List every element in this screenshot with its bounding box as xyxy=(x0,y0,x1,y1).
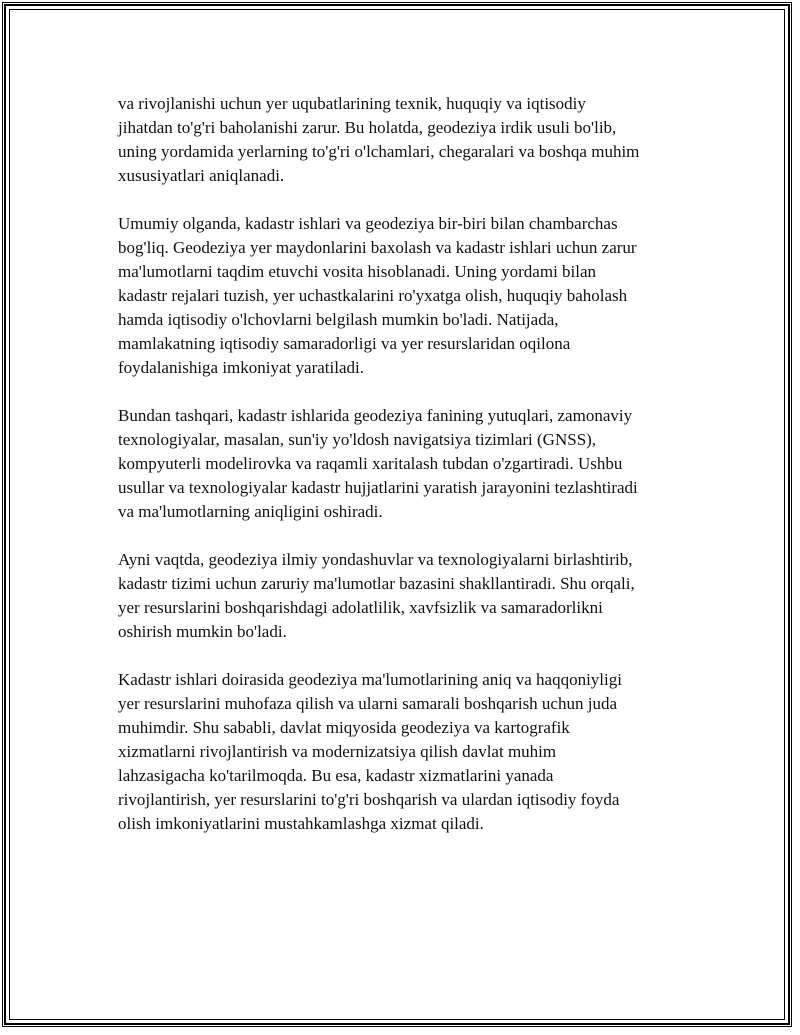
paragraph-1: va rivojlanishi uchun yer uqubatlarining texnik, huquqiy va iqtisodiy jihatdan to'g'ri baholanishi zarur. Bu holatda, geodeziya irdik usuli bo'lib, uning yordamida yerlarning to'g'ri o'lchamlari, chegaralari va boshqa muhim xususiyatlari aniqlanadi. xyxy=(118,94,640,185)
paragraph-5: Kadastr ishlari doirasida geodeziya ma'lumotlarining aniq va haqqoniyligi yer resurslarini muhofaza qilish va ularni samarali boshqarish uchun juda muhimdir. Shu sababli, davlat miqyosida geodeziya va kartografik xizmatlarni rivojlantirish va modernizatsiya qilish davlat muhim lahzasigacha ko'tarilmoqda. Bu esa, kadastr xizmatlarini yanada rivojlantirish, yer resurslarini to'g'ri boshqarish va ulardan iqtisodiy foyda olish imkoniyatlarini mustahkamlashga xizmat qiladi. xyxy=(118,670,622,833)
paragraph-2: Umumiy olganda, kadastr ishlari va geodeziya bir-biri bilan chambarchas bog'liq. Geodeziya yer maydonlarini baxolash va kadastr ishlari uchun zarur ma'lumotlarni taqdim etuvchi vosita hisoblanadi. Uning yordami bilan kadastr rejalari tuzish, yer uchastkalarini ro'yxatga olish, huquqiy baholash hamda iqtisodiy o'lchovlarni belgilash mumkin bo'ladi. Natijada, mamlakatning iqtisodiy samaradorligi va yer resurslaridan oqilona foydalanishiga imkoniyat yaratiladi. xyxy=(118,214,637,377)
paragraph-4: Ayni vaqtda, geodeziya ilmiy yondashuvlar va texnologiyalarni birlashtirib, kadastr tizimi uchun zaruriy ma'lumotlar bazasini shakllantiradi. Shu orqali, yer resurslarini boshqarishdagi adolatlilik, xavfsizlik va samaradorlikni oshirish mumkin bo'ladi. xyxy=(118,550,635,641)
paragraph-3: Bundan tashqari, kadastr ishlarida geodeziya fanining yutuqlari, zamonaviy texnologiyalar, masalan, sun'iy yo'ldosh navigatsiya tizimlari (GNSS), kompyuterli modelirovka va raqamli xaritalash tubdan o'zgartiradi. Ushbu usullar va texnologiyalar kadastr hujjatlarini yaratish jarayonini tezlashtiradi va ma'lumotlarning aniqligini oshiradi. xyxy=(118,406,638,521)
document-body xyxy=(118,92,698,860)
